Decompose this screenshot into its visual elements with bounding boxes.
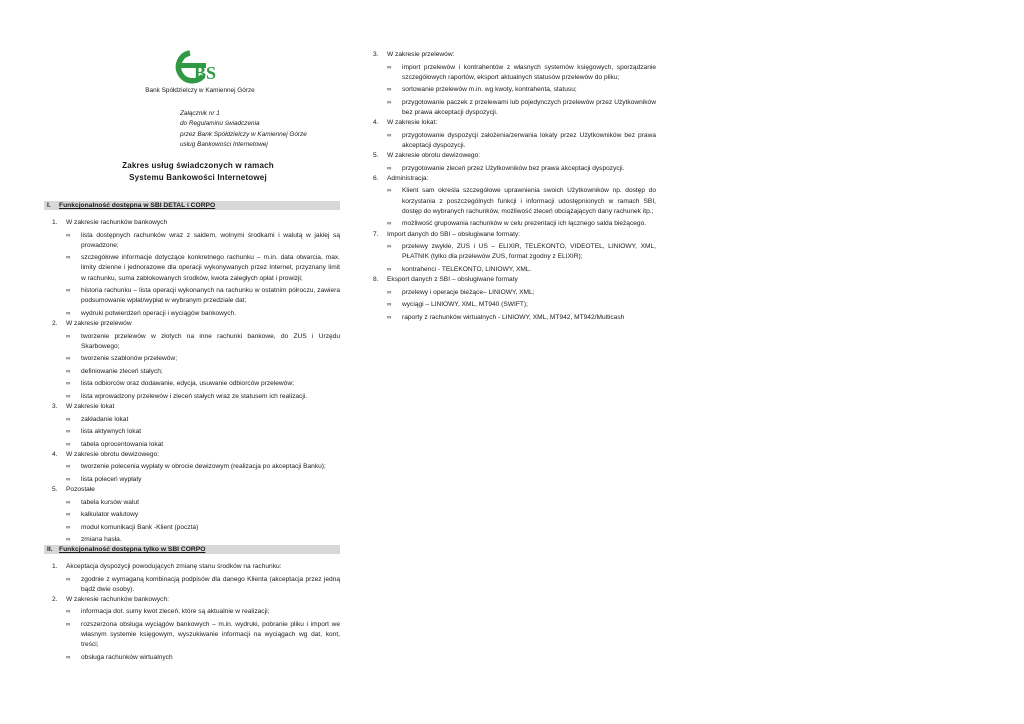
item-number: 3. [373,51,379,58]
bullet-list [387,242,656,275]
infinity-bullet-icon: ∞ [66,440,71,448]
infinity-bullet-icon: ∞ [387,220,392,228]
attachment-note [180,109,307,150]
bullet-text: tworzenie szablonów przelewów; [81,355,178,363]
bullet-text: zakładanie lokat [81,415,129,423]
bullet-list [66,607,340,663]
bullet-item [66,523,340,533]
bullet-text: wydruki potwierdzeń operacji i wyciągów bankowych. [81,309,237,317]
bullet-text: przygotowanie paczek z przelewami lub pojedynczych przelewów przez Użytkowników bez prawa akceptacji dyspozycji. [402,98,656,116]
bullet-item [66,462,340,472]
list-item [365,118,656,151]
infinity-bullet-icon: ∞ [66,367,71,375]
bullet-item [387,131,656,151]
bullet-text: kontrahenci - TELEKONTO, LINIOWY, XML. [402,265,532,273]
svg-text:BS: BS [194,63,217,83]
item-number: 3. [52,403,58,411]
bullet-item [66,440,340,450]
bullet-text: raporty z rachunków wirtualnych - LINIOWY, XML, MT942, MT942/Multicash [402,313,625,321]
item-label: W zakresie przelewów [66,320,132,328]
bullet-item [387,164,656,174]
infinity-bullet-icon: ∞ [387,131,392,139]
bullet-item [66,231,340,251]
infinity-bullet-icon: ∞ [66,498,71,506]
item-label: Akceptacja dyspozycji powodujących zmianę stanu środków na rachunku: [66,563,282,570]
infinity-bullet-icon: ∞ [66,608,71,616]
infinity-bullet-icon: ∞ [66,287,71,295]
item-label: Pozostałe [66,486,95,494]
title-line: Systemu Bankowości Internetowej [129,173,267,183]
bullet-item [66,309,340,319]
bullet-list [66,332,340,403]
item-label: Administracja: [387,174,429,182]
bullet-text: lista wprowadzony przelewów i zleceń stałych wraz ze statusem ich realizacji. [81,392,308,400]
bullet-text: przygotowanie zleceń przez Użytkowników bez prawa akceptacji dyspozycji. [402,164,625,172]
infinity-bullet-icon: ∞ [387,288,392,296]
bullet-item [66,253,340,284]
item-label: W zakresie przelewów: [387,51,455,58]
bullet-item [387,265,656,275]
infinity-bullet-icon: ∞ [66,463,71,471]
item-label: Eksport danych z SBI – obsługiwane formaty [387,276,518,284]
section-number: I. [47,202,51,209]
infinity-bullet-icon: ∞ [66,380,71,388]
bullet-text: kalkulator walutowy [81,511,139,519]
bullet-list [66,498,340,546]
infinity-bullet-icon: ∞ [66,475,71,483]
list-item [44,485,340,545]
infinity-bullet-icon: ∞ [387,313,392,321]
item-number: 6. [373,174,379,182]
list-item [44,218,340,319]
infinity-bullet-icon: ∞ [387,265,392,273]
title-line: Zakres usług świadczonych w ramach [122,161,274,170]
bullet-list [387,131,656,151]
bullet-item [387,288,656,298]
bullet-item [387,63,656,83]
list-item [365,151,656,174]
item-number: 1. [52,219,58,226]
bullet-item [66,354,340,364]
infinity-bullet-icon: ∞ [66,523,71,531]
list-item [44,402,340,450]
bank-logo [173,50,225,86]
section-title: Funkcjonalność dostępna w SBI DETAL i CORPO [59,202,216,209]
bullet-list [387,288,656,323]
infinity-bullet-icon: ∞ [66,231,71,239]
bullet-text: przelewy zwykłe, ZUS i US – ELIXIR, TELEKONTO, VIDEOTEL, LINIOWY, XML, PŁATNIK (tylko dla przelewów ZUS, format zgodny z ELIXIR); [402,243,656,261]
bullet-text: tabela kursów walut [81,498,139,506]
bullet-text: definiowanie zleceń stałych; [81,367,163,375]
bullet-item [66,367,340,377]
attachment-line: usług Bankowości Internetowej [180,140,268,148]
bullet-text: informacja dot. sumy kwot zleceń, które są aktualnie w realizacji; [81,608,270,616]
bullet-text: lista odbiorców oraz dodawanie, edycja, usuwanie odbiorców przelewów; [81,380,294,388]
item-number: 1. [52,563,58,570]
bullet-text: możliwość grupowania rachunków w celu prezentacji ich łącznego salda bieżącego. [402,220,647,228]
bullet-item [66,392,340,402]
bullet-item [66,535,340,545]
item-number: 2. [52,320,58,328]
section-heading [44,545,340,554]
infinity-bullet-icon: ∞ [66,254,71,262]
bullet-item [66,332,340,352]
infinity-bullet-icon: ∞ [387,86,392,94]
section-2-list-right [365,50,656,323]
bullet-list [66,415,340,450]
item-label: W zakresie lokat [66,403,115,411]
bullet-item [387,85,656,95]
bullet-item [66,379,340,389]
bullet-text: historia rachunku – lista operacji wykonanych na rachunku w ostatnim półroczu, zawiera podsumowanie wpłat/wypłat w wybranym przedziale dat; [81,287,340,305]
section-heading [44,201,340,210]
infinity-bullet-icon: ∞ [66,392,71,400]
bullet-text: tworzenie przelewów w złotych na inne rachunki bankowe, do ZUS i Urzędu Skarbowego; [81,332,340,350]
attachment-line: do Regulaminu świadczenia [180,120,260,128]
bullet-text: przygotowanie dyspozycji założenia/zerwania lokaty przez Użytkowników bez prawa akceptacji dyspozycji. [402,131,656,149]
list-item [365,50,656,118]
section-title: Funkcjonalność dostępna tylko w SBI CORPO [59,546,206,553]
infinity-bullet-icon: ∞ [387,301,392,309]
infinity-bullet-icon: ∞ [66,511,71,519]
infinity-bullet-icon: ∞ [387,187,392,195]
infinity-bullet-icon: ∞ [66,536,71,544]
section-1-list [44,218,340,545]
infinity-bullet-icon: ∞ [387,98,392,106]
bullet-list [66,231,340,320]
item-label: W zakresie lokat: [387,119,438,127]
list-item [44,450,340,485]
bullet-item [66,575,340,595]
infinity-bullet-icon: ∞ [66,309,71,317]
bullet-item [387,313,656,323]
infinity-bullet-icon: ∞ [66,575,71,583]
list-item [365,275,656,323]
bullet-item [66,475,340,485]
attachment-line: przez Bank Spółdzielczy w Kamiennej Górze [180,130,307,138]
bullet-list [66,462,340,485]
item-number: 4. [373,119,379,127]
bullet-item [66,510,340,520]
infinity-bullet-icon: ∞ [387,243,392,251]
bullet-item [66,607,340,617]
bullet-text: obsługa rachunków wirtualnych [81,653,173,661]
infinity-bullet-icon: ∞ [387,63,392,71]
infinity-bullet-icon: ∞ [66,332,71,340]
infinity-bullet-icon: ∞ [66,428,71,436]
bullet-text: sortowanie przelewów m.in. wg kwoty, kontrahenta, statusu; [402,86,577,94]
bullet-item [387,98,656,118]
infinity-bullet-icon: ∞ [66,653,71,661]
item-label: Import danych do SBI – obsługiwane formaty: [387,230,521,238]
item-label: W zakresie rachunków bankowych [66,219,168,226]
item-label: W zakresie obrotu dewizowego: [387,152,481,160]
bullet-item [66,286,340,306]
list-item [365,174,656,230]
item-label: W zakresie rachunków bankowych: [66,595,169,603]
bullet-text: zgodnie z wymaganą kombinacją podpisów dla danego Klienta (akceptacja przez jedną bądź dwie osoby). [81,575,340,593]
bullet-text: szczegółowe informacje dotyczące konkretnego rachunku – m.in. data otwarcia, max. limity dzienne i jednorazowe dla operacji wykonywanych przez Internet, przyznany limit w rachunku, suma zablokowanych środków, kwota zaległych opłat i prowizji; [81,254,340,282]
item-number: 5. [373,152,379,160]
bullet-text: lista poleceń wypłaty [81,475,142,483]
item-number: 5. [52,486,58,494]
item-number: 2. [52,595,58,603]
bullet-list [387,164,656,174]
item-number: 8. [373,276,379,284]
section-number: II. [47,546,53,553]
infinity-bullet-icon: ∞ [66,415,71,423]
bullet-item [387,242,656,262]
bullet-text: tworzenie polecenia wypłaty w obrocie dewizowym (realizacja po akceptacji Banku); [81,463,326,471]
infinity-bullet-icon: ∞ [387,164,392,172]
bullet-text: rozszerzona obsługa wyciągów bankowych – m.in. wydruki, pobranie pliku i import we własnym systemie księgowym, wyszukiwanie informacji na wyciągach wg dat, kont, treści; [81,620,340,649]
bullet-item [66,620,340,651]
list-item [44,562,340,595]
infinity-bullet-icon: ∞ [66,620,71,628]
bullet-list [66,575,340,595]
bullet-list [387,186,656,229]
bank-name: Bank Spółdzielczy w Kamiennej Górze [145,87,255,94]
bullet-item [387,186,656,217]
list-item [44,319,340,402]
bullet-text: wyciągi – LINIOWY, XML, MT940 (SWIFT); [402,301,528,309]
list-item [365,230,656,275]
bullet-text: import przelewów i kontrahentów z własnych systemów księgowych, sporządzanie szczegółowych raportów, eksport aktualnych statusów przelewów do pliku; [402,63,656,81]
list-item [44,595,340,663]
item-number: 4. [52,450,58,458]
document-title [60,160,336,185]
bullet-text: zmiana hasła. [81,536,122,544]
bullet-text: lista dostępnych rachunków wraz z saldem, wolnymi środkami i walutą w jakiej są prowadzone; [81,231,340,249]
section-2-list-left [44,562,340,663]
bullet-text: przelewy i operacje bieżące– LINIOWY, XML; [402,288,535,296]
bullet-text: tabela oprocentowania lokat [81,440,164,448]
item-number: 7. [373,230,379,238]
attachment-line: Załącznik nr 1 [180,110,220,117]
bullet-item [66,653,340,663]
bullet-text: moduł komunikacji Bank -Klient (poczta) [81,523,199,531]
bullet-item [66,498,340,508]
bullet-item [387,219,656,229]
bullet-text: lista aktywnych lokat [81,428,142,436]
bullet-item [387,300,656,310]
bullet-text: Klient sam określa szczegółowe uprawnienia swoich Użytkowników np. dostęp do korzystania z poszczególnych funkcji i informacji udostępnionych w ramach SBI, dostęp do wybranych rachunków, możliwość zleceń obciążających dany rachunek itp.; [402,187,656,215]
item-label: W zakresie obrotu dewizowego: [66,450,160,458]
bullet-list [387,63,656,119]
bullet-item [66,415,340,425]
bullet-item [66,427,340,437]
infinity-bullet-icon: ∞ [66,355,71,363]
